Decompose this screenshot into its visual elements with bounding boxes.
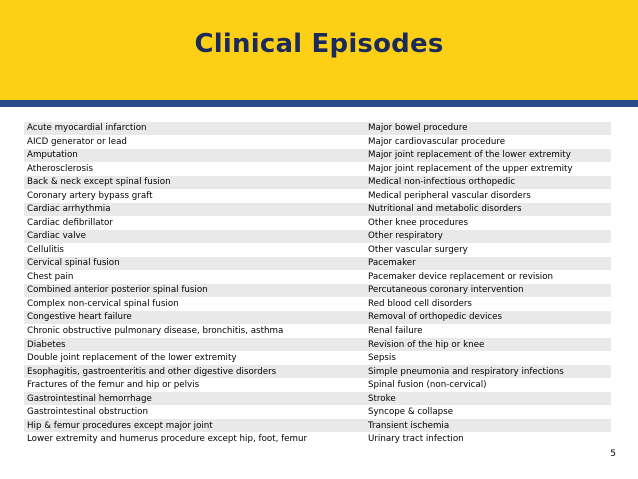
episode-left-cell: Complex non-cervical spinal fusion	[24, 297, 365, 311]
table-row	[24, 311, 611, 325]
table-row	[24, 162, 611, 176]
episode-left-cell: Hip & femur procedures except major joint	[24, 419, 365, 433]
table-row	[24, 324, 611, 338]
episode-left-cell: Cardiac defibrillator	[24, 216, 365, 230]
episode-left-cell: Gastrointestinal obstruction	[24, 405, 365, 419]
banner-rule	[0, 100, 638, 107]
table-row	[24, 230, 611, 244]
table-row	[24, 257, 611, 271]
episode-right-cell: Other knee procedures	[365, 216, 611, 230]
episode-left-cell: Double joint replacement of the lower extremity	[24, 351, 365, 365]
episode-right-cell: Sepsis	[365, 351, 611, 365]
episode-left-cell: Gastrointestinal hemorrhage	[24, 392, 365, 406]
episode-left-cell: Diabetes	[24, 338, 365, 352]
table-row	[24, 419, 611, 433]
table-row	[24, 432, 611, 446]
episode-left-cell: AICD generator or lead	[24, 135, 365, 149]
episode-left-cell: Amputation	[24, 149, 365, 163]
episode-left-cell: Chest pain	[24, 270, 365, 284]
episode-right-cell: Major joint replacement of the upper extremity	[365, 162, 611, 176]
episode-right-cell: Other vascular surgery	[365, 243, 611, 257]
episode-right-cell: Other respiratory	[365, 230, 611, 244]
table-row	[24, 338, 611, 352]
table-row	[24, 176, 611, 190]
table-row	[24, 378, 611, 392]
episode-right-cell: Nutritional and metabolic disorders	[365, 203, 611, 217]
table-row	[24, 297, 611, 311]
episode-right-cell: Percutaneous coronary intervention	[365, 284, 611, 298]
table-row	[24, 365, 611, 379]
episode-right-cell: Medical peripheral vascular disorders	[365, 189, 611, 203]
slide-title: Clinical Episodes	[194, 29, 444, 59]
table-row	[24, 189, 611, 203]
episode-right-cell: Pacemaker device replacement or revision	[365, 270, 611, 284]
table-row	[24, 149, 611, 163]
episode-right-cell: Red blood cell disorders	[365, 297, 611, 311]
episode-right-cell: Spinal fusion (non-cervical)	[365, 378, 611, 392]
episode-left-cell: Cardiac valve	[24, 230, 365, 244]
table-row	[24, 135, 611, 149]
episode-left-cell: Lower extremity and humerus procedure except hip, foot, femur	[24, 432, 365, 446]
episode-left-cell: Acute myocardial infarction	[24, 122, 365, 135]
table-row	[24, 216, 611, 230]
episode-left-cell: Cardiac arrhythmia	[24, 203, 365, 217]
episode-right-cell: Urinary tract infection	[365, 432, 611, 446]
table-row	[24, 392, 611, 406]
episode-right-cell: Medical non-infectious orthopedic	[365, 176, 611, 190]
episode-right-cell: Transient ischemia	[365, 419, 611, 433]
episode-left-cell: Back & neck except spinal fusion	[24, 176, 365, 190]
episode-right-cell: Pacemaker	[365, 257, 611, 271]
episode-left-cell: Combined anterior posterior spinal fusion	[24, 284, 365, 298]
table-row	[24, 284, 611, 298]
episode-left-cell: Esophagitis, gastroenteritis and other digestive disorders	[24, 365, 365, 379]
episode-left-cell: Cellulitis	[24, 243, 365, 257]
episode-right-cell: Renal failure	[365, 324, 611, 338]
episode-right-cell: Removal of orthopedic devices	[365, 311, 611, 325]
table-row	[24, 351, 611, 365]
table-row	[24, 122, 611, 135]
episode-left-cell: Fractures of the femur and hip or pelvis	[24, 378, 365, 392]
episode-left-cell: Cervical spinal fusion	[24, 257, 365, 271]
episode-left-cell: Congestive heart failure	[24, 311, 365, 325]
episode-left-cell: Coronary artery bypass graft	[24, 189, 365, 203]
episode-right-cell: Stroke	[365, 392, 611, 406]
episode-left-cell: Atherosclerosis	[24, 162, 365, 176]
episode-right-cell: Simple pneumonia and respiratory infections	[365, 365, 611, 379]
episode-right-cell: Major cardiovascular procedure	[365, 135, 611, 149]
table-row	[24, 270, 611, 284]
episode-right-cell: Major joint replacement of the lower extremity	[365, 149, 611, 163]
slide-number: 5	[610, 449, 616, 459]
table-row	[24, 405, 611, 419]
table-row	[24, 203, 611, 217]
episode-right-cell: Syncope & collapse	[365, 405, 611, 419]
episode-right-cell: Revision of the hip or knee	[365, 338, 611, 352]
episode-right-cell: Major bowel procedure	[365, 122, 611, 135]
episodes-table	[24, 122, 611, 446]
episode-left-cell: Chronic obstructive pulmonary disease, bronchitis, asthma	[24, 324, 365, 338]
table-row	[24, 243, 611, 257]
